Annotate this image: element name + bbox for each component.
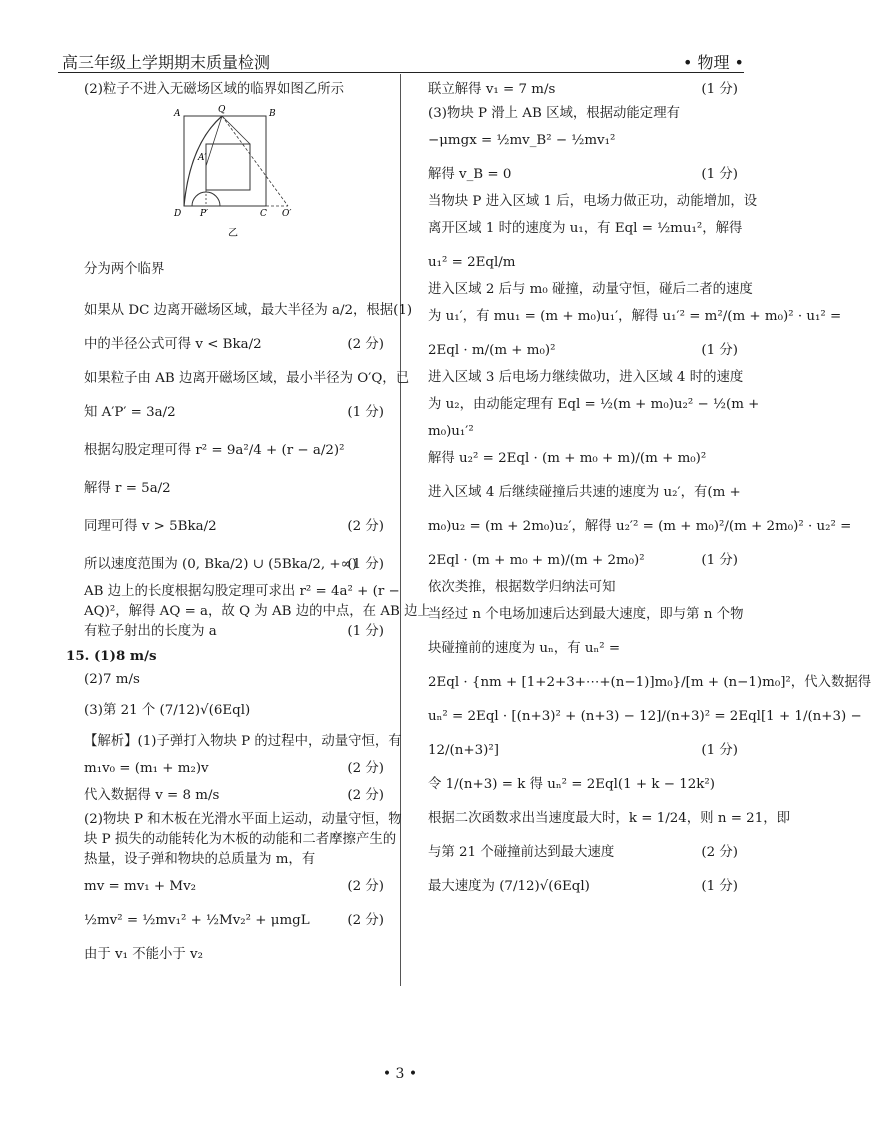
text-line: 为 u₁′，有 mu₁ = (m + m₀)u₁′，解得 u₁′² = m²/(m + m₀)² · u₁² = xyxy=(428,309,842,324)
question-15-heading: 15. (1)8 m/s xyxy=(66,648,157,664)
text-line: 同理可得 v > 5Bka/2 (2 分) xyxy=(84,510,384,544)
text-line: 当物块 P 进入区域 1 后，电场力做正功，动能增加，设 xyxy=(428,194,758,209)
text-line: 有粒子射出的长度为 a (1 分) xyxy=(84,622,384,642)
text-line: 根据勾股定理可得 r² = 9a²/4 + (r − a/2)² xyxy=(84,443,345,458)
text-line: 依次类推，根据数学归纳法可知 xyxy=(428,580,616,595)
score: (2 分) xyxy=(347,337,384,352)
text-line: 如果从 DC 边离开磁场区域，最大半径为 a/2，根据(1) xyxy=(84,303,413,318)
diagram-svg xyxy=(170,104,300,244)
score: (1 分) xyxy=(701,879,738,894)
text-line: 热量，设子弹和物块的总质量为 m，有 xyxy=(84,852,316,867)
score: (2 分) xyxy=(347,879,384,894)
label-p-prime: P′ xyxy=(200,209,209,219)
text-line: 2Eql · {nm + [1+2+3+⋯+(n−1)]m₀}/[m + (n−1)m₀]²，代入数据得 xyxy=(428,675,871,690)
text-line: 解得 v_B = 0 (1 分) xyxy=(428,158,738,192)
text-line: 进入区域 2 后与 m₀ 碰撞，动量守恒，碰后二者的速度 xyxy=(428,282,753,297)
score: (1 分) xyxy=(701,167,738,182)
text-line: uₙ² = 2Eql · [(n+3)² + (n+3) − 12]/(n+3)² = 2Eql[1 + 1/(n+3) − xyxy=(428,709,862,724)
score: (1 分) xyxy=(701,343,738,358)
text-line: 中的半径公式可得 v < Bka/2 (2 分) xyxy=(84,328,384,362)
text-line: 联立解得 v₁ = 7 m/s (1 分) xyxy=(428,80,738,100)
text-line: 根据二次函数求出当速度最大时，k = 1/24，则 n = 21，即 xyxy=(428,811,790,826)
critical-diagram xyxy=(170,104,300,251)
page-header xyxy=(58,48,744,73)
score: (1 分) xyxy=(347,405,384,420)
label-o-prime: O′ xyxy=(282,209,292,219)
text-line: m₀)u₁′² xyxy=(428,424,474,439)
text-line: 与第 21 个碰撞前达到最大速度 (2 分) xyxy=(428,836,738,870)
text-line: 令 1/(n+3) = k 得 uₙ² = 2Eql(1 + k − 12k²) xyxy=(428,777,715,792)
score: (1 分) xyxy=(347,624,384,639)
text-line: AQ)²，解得 AQ = a，故 Q 为 AB 边的中点，在 AB 边上 xyxy=(84,604,431,619)
text-line: 代入数据得 v = 8 m/s (2 分) xyxy=(84,786,384,806)
score: (2 分) xyxy=(347,519,384,534)
text-line: 块 P 损失的动能转化为木板的动能和二者摩擦产生的 xyxy=(84,832,397,847)
label-d: D xyxy=(174,209,182,219)
text-line: 解得 u₂² = 2Eql · (m + m₀ + m)/(m + m₀)² xyxy=(428,451,707,466)
score: (1 分) xyxy=(701,82,738,97)
text-line: 知 A′P′ = 3a/2 (1 分) xyxy=(84,396,384,430)
score: (1 分) xyxy=(701,743,738,758)
right-column xyxy=(428,80,871,904)
score: (2 分) xyxy=(347,913,384,928)
exam-title: 高三年级上学期期末质量检测 xyxy=(62,53,271,72)
text-line: (3)物块 P 滑上 AB 区域，根据动能定理有 xyxy=(428,106,680,121)
text-line: 块碰撞前的速度为 uₙ，有 uₙ² = xyxy=(428,641,621,656)
text-line: 所以速度范围为 (0, Bka/2) ∪ (5Bka/2, +∞) (1 分) xyxy=(84,548,384,582)
text-line: m₀)u₂ = (m + 2m₀)u₂′，解得 u₂′² = (m + m₀)²/(m + 2m₀)² · u₂² = xyxy=(428,519,852,534)
text-line: (2)物块 P 和木板在光滑水平面上运动，动量守恒，物 xyxy=(84,812,402,827)
label-q: Q xyxy=(218,105,226,115)
label-a-prime: A′ xyxy=(198,153,207,163)
text-line: 由于 v₁ 不能小于 v₂ xyxy=(84,947,203,962)
text-line: 为 u₂，由动能定理有 Eql = ½(m + m₀)u₂² − ½(m + xyxy=(428,397,760,412)
score: (1 分) xyxy=(701,553,738,568)
text-line: 离开区域 1 时的速度为 u₁，有 Eql = ½mu₁²，解得 xyxy=(428,221,743,236)
text-line: AB 边上的长度根据勾股定理可求出 r² = 4a² + (r − xyxy=(84,584,400,599)
column-divider xyxy=(400,74,401,986)
analysis-heading: 【解析】(1)子弹打入物块 P 的过程中，动量守恒，有 xyxy=(84,734,402,749)
label-a: A xyxy=(174,109,181,119)
left-column xyxy=(66,80,431,972)
text-line: (2)7 m/s xyxy=(84,672,140,687)
text-line: 分为两个临界 xyxy=(84,262,165,277)
text-line: (3)第 21 个 (7/12)√(6Eql) xyxy=(84,703,251,718)
label-c: C xyxy=(260,209,267,219)
text-line: −μmgx = ½mv_B² − ½mv₁² xyxy=(428,133,616,148)
text-line: (2)粒子不进入无磁场区域的临界如图乙所示 xyxy=(84,82,344,97)
text-line: 12/(n+3)²] (1 分) xyxy=(428,734,738,768)
text-line: 最大速度为 (7/12)√(6Eql) (1 分) xyxy=(428,870,738,904)
text-line: mv = mv₁ + Mv₂ (2 分) xyxy=(84,870,384,904)
subject-label: • 物理 • xyxy=(682,53,744,72)
text-line: u₁² = 2Eql/m xyxy=(428,255,516,270)
label-b: B xyxy=(269,109,276,119)
text-line: 进入区域 3 后电场力继续做功，进入区域 4 时的速度 xyxy=(428,370,744,385)
text-line: 2Eql · (m + m₀ + m)/(m + 2m₀)² (1 分) xyxy=(428,544,738,578)
diagram-caption: 乙 xyxy=(228,228,238,239)
text-line: m₁v₀ = (m₁ + m₂)v (2 分) xyxy=(84,752,384,786)
score: (2 分) xyxy=(347,788,384,803)
page-number: • 3 • xyxy=(382,1066,418,1082)
text-line: 进入区域 4 后继续碰撞后共速的速度为 u₂′，有(m + xyxy=(428,485,741,500)
score: (2 分) xyxy=(701,845,738,860)
text-line: 如果粒子由 AB 边离开磁场区域，最小半径为 O′Q，已 xyxy=(84,371,410,386)
text-line: 解得 r = 5a/2 xyxy=(84,481,171,496)
text-line: 2Eql · m/(m + m₀)² (1 分) xyxy=(428,334,738,368)
text-line: 当经过 n 个电场加速后达到最大速度，即与第 n 个物 xyxy=(428,607,744,622)
text-line: ½mv² = ½mv₁² + ½Mv₂² + μmgL (2 分) xyxy=(84,904,384,938)
score: (1 分) xyxy=(347,557,384,572)
score: (2 分) xyxy=(347,761,384,776)
